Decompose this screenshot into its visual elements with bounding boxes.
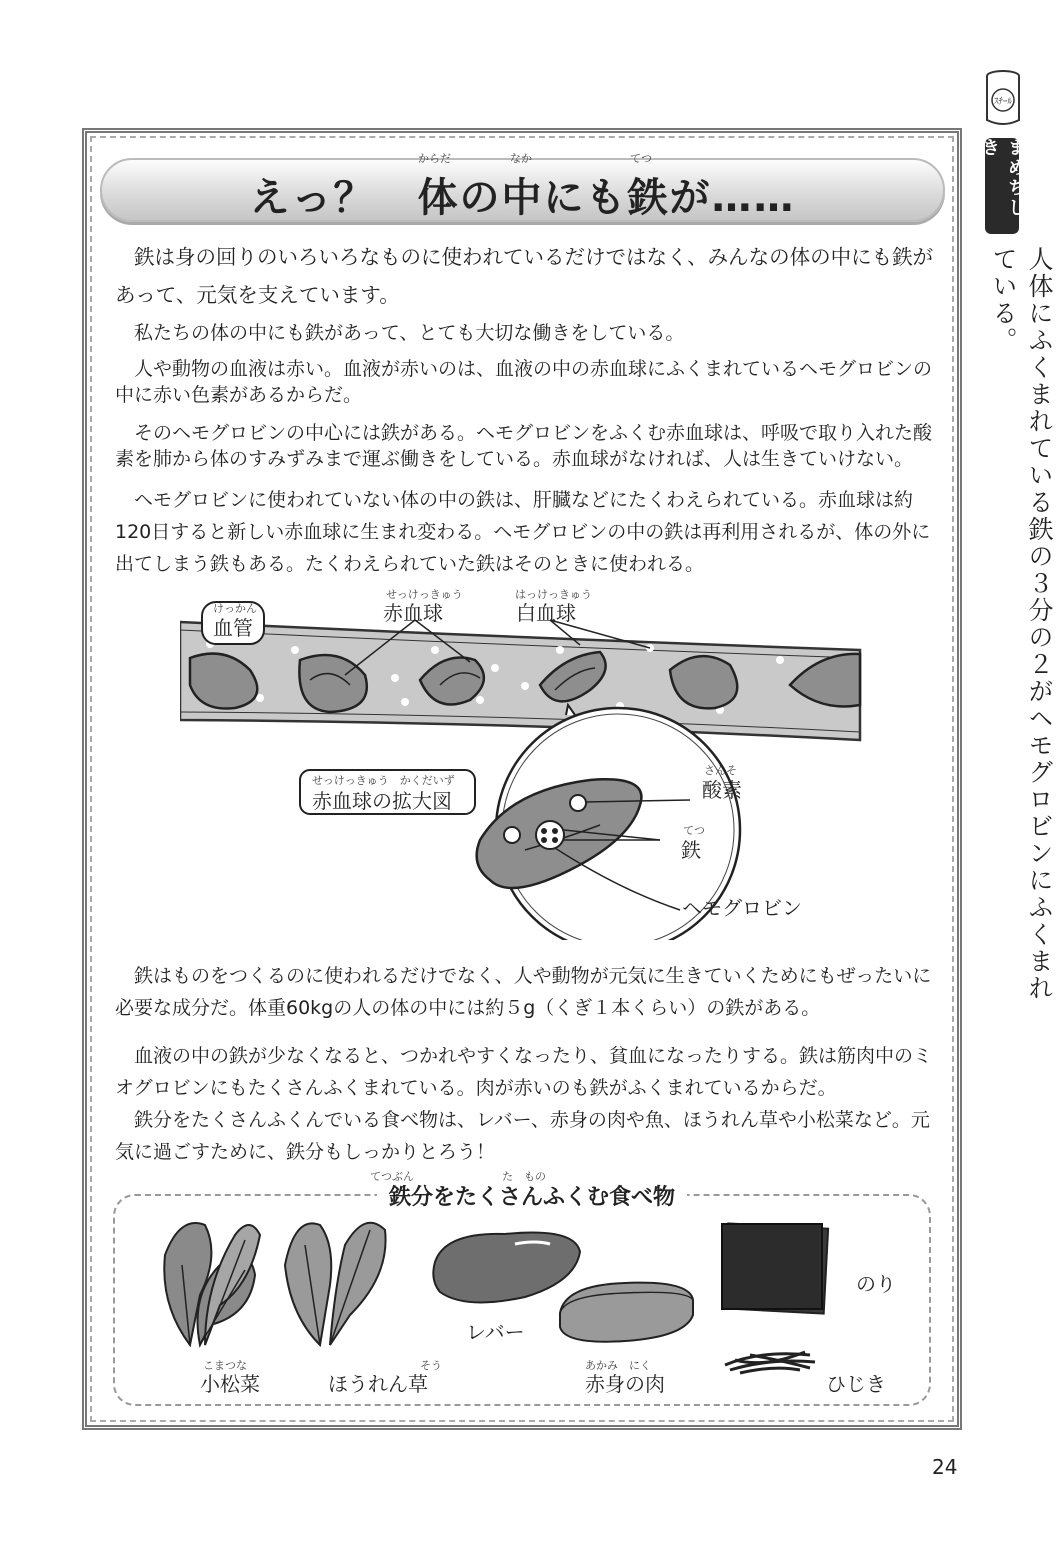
zoom-ruby: せっけっきゅう かくだいず bbox=[312, 774, 455, 787]
page-number: 24 bbox=[932, 1455, 958, 1479]
sidebar-fact: 人体にふくまれている鉄の３分の２がヘモグロビンにふくまれている。 bbox=[989, 246, 1054, 1002]
iron-label: 鉄 bbox=[681, 838, 701, 862]
komatsuna-illustration bbox=[150, 1205, 270, 1355]
spinach-ruby: そう bbox=[420, 1359, 442, 1372]
mame-chishiki-tab: まめちしき bbox=[985, 138, 1019, 234]
iron-ruby: てつ bbox=[683, 824, 705, 837]
body-paragraph: ヘモグロビンに使われていない体の中の鉄は、肝臓などにたくわえられている。赤血球は約120日すると新しい赤血球に生まれ変わる。ヘモグロビンの中の鉄は再利用されるが、体の外に出てしまう鉄もある。たくわえられていた鉄はそのときに使われる。 bbox=[115, 489, 931, 575]
spinach-label: ほうれん草 bbox=[328, 1372, 428, 1396]
foods-title: 鉄分をたくさんふくむ食べ物 bbox=[0, 1180, 1064, 1211]
red-meat-illustration bbox=[555, 1275, 700, 1350]
red-meat-label: 赤身の肉 bbox=[585, 1372, 665, 1396]
foods-title-ruby: てつぶん た もの bbox=[370, 1170, 546, 1183]
rbc-ruby: せっけっきゅう bbox=[386, 588, 463, 601]
hijiki-illustration bbox=[720, 1340, 820, 1380]
svg-text:ｽﾁｰﾙ: ｽﾁｰﾙ bbox=[993, 97, 1013, 107]
wbc-label: 白血球 bbox=[516, 601, 576, 625]
body-paragraph: 鉄分をたくさんふくんでいる食べ物は、レバー、赤身の肉や魚、ほうれん草や小松菜など。元気に過ごすために、鉄分もしっかりとろう！ bbox=[115, 1109, 930, 1163]
zoom-label: 赤血球の拡大図 bbox=[312, 789, 452, 813]
red-meat-ruby: あかみ にく bbox=[585, 1359, 651, 1372]
body-paragraph: 血液の中の鉄が少なくなると、つかれやすくなったり、貧血になったりする。鉄は筋肉中のミオグロビンにもたくさんふくまれている。肉が赤いのも鉄がふくまれているからだ。 bbox=[115, 1045, 933, 1099]
nori-illustration bbox=[718, 1220, 838, 1320]
vessel-ruby: けっかん bbox=[213, 602, 257, 615]
body-paragraph: そのヘモグロビンの中心には鉄がある。ヘモグロビンをふくむ赤血球は、呼吸で取り入れた酸素を肺から体のすみずみまで運ぶ働きをしている。赤血球がなければ、人は生きていけない。 bbox=[115, 422, 933, 470]
vessel-label: 血管 bbox=[213, 616, 253, 640]
oxygen-ruby: さんそ bbox=[704, 764, 737, 777]
lead-paragraph: 鉄は身の回りのいろいろなものに使われているだけではなく、みんなの体の中にも鉄があって、元気を支えています。 bbox=[115, 245, 934, 307]
page-title: えっ？ 体の中にも鉄が…… bbox=[249, 175, 796, 221]
nori-label: のり bbox=[856, 1272, 896, 1296]
body-paragraph: 鉄はものをつくるのに使われるだけでなく、人や動物が元気に生きていくためにもぜったいに必要な成分だ。体重60kgの人の体の中には約５g（くぎ１本くらい）の鉄がある。 bbox=[115, 965, 932, 1019]
body-paragraph: 私たちの体の中にも鉄があって、とても大切な働きをしている。 bbox=[134, 322, 685, 344]
wbc-ruby: はっけっきゅう bbox=[515, 588, 592, 601]
hemoglobin-label: ヘモグロビン bbox=[682, 896, 802, 920]
komatsuna-ruby: こまつな bbox=[203, 1359, 247, 1372]
blood-vessel-diagram bbox=[180, 590, 870, 940]
rbc-label: 赤血球 bbox=[383, 601, 443, 625]
spinach-illustration bbox=[275, 1205, 395, 1355]
steel-can-icon bbox=[982, 68, 1024, 130]
hijiki-label: ひじき bbox=[826, 1372, 886, 1396]
liver-label: レバー bbox=[466, 1320, 525, 1344]
title-ruby: なか bbox=[510, 152, 532, 165]
title-ruby: てつ bbox=[630, 152, 652, 165]
komatsuna-label: 小松菜 bbox=[200, 1372, 260, 1396]
body-paragraph: 人や動物の血液は赤い。血液が赤いのは、血液の中の赤血球にふくまれているヘモグロビンの中に赤い色素があるからだ。 bbox=[115, 358, 933, 406]
oxygen-label: 酸素 bbox=[702, 778, 742, 802]
title-ruby: からだ bbox=[418, 152, 451, 165]
